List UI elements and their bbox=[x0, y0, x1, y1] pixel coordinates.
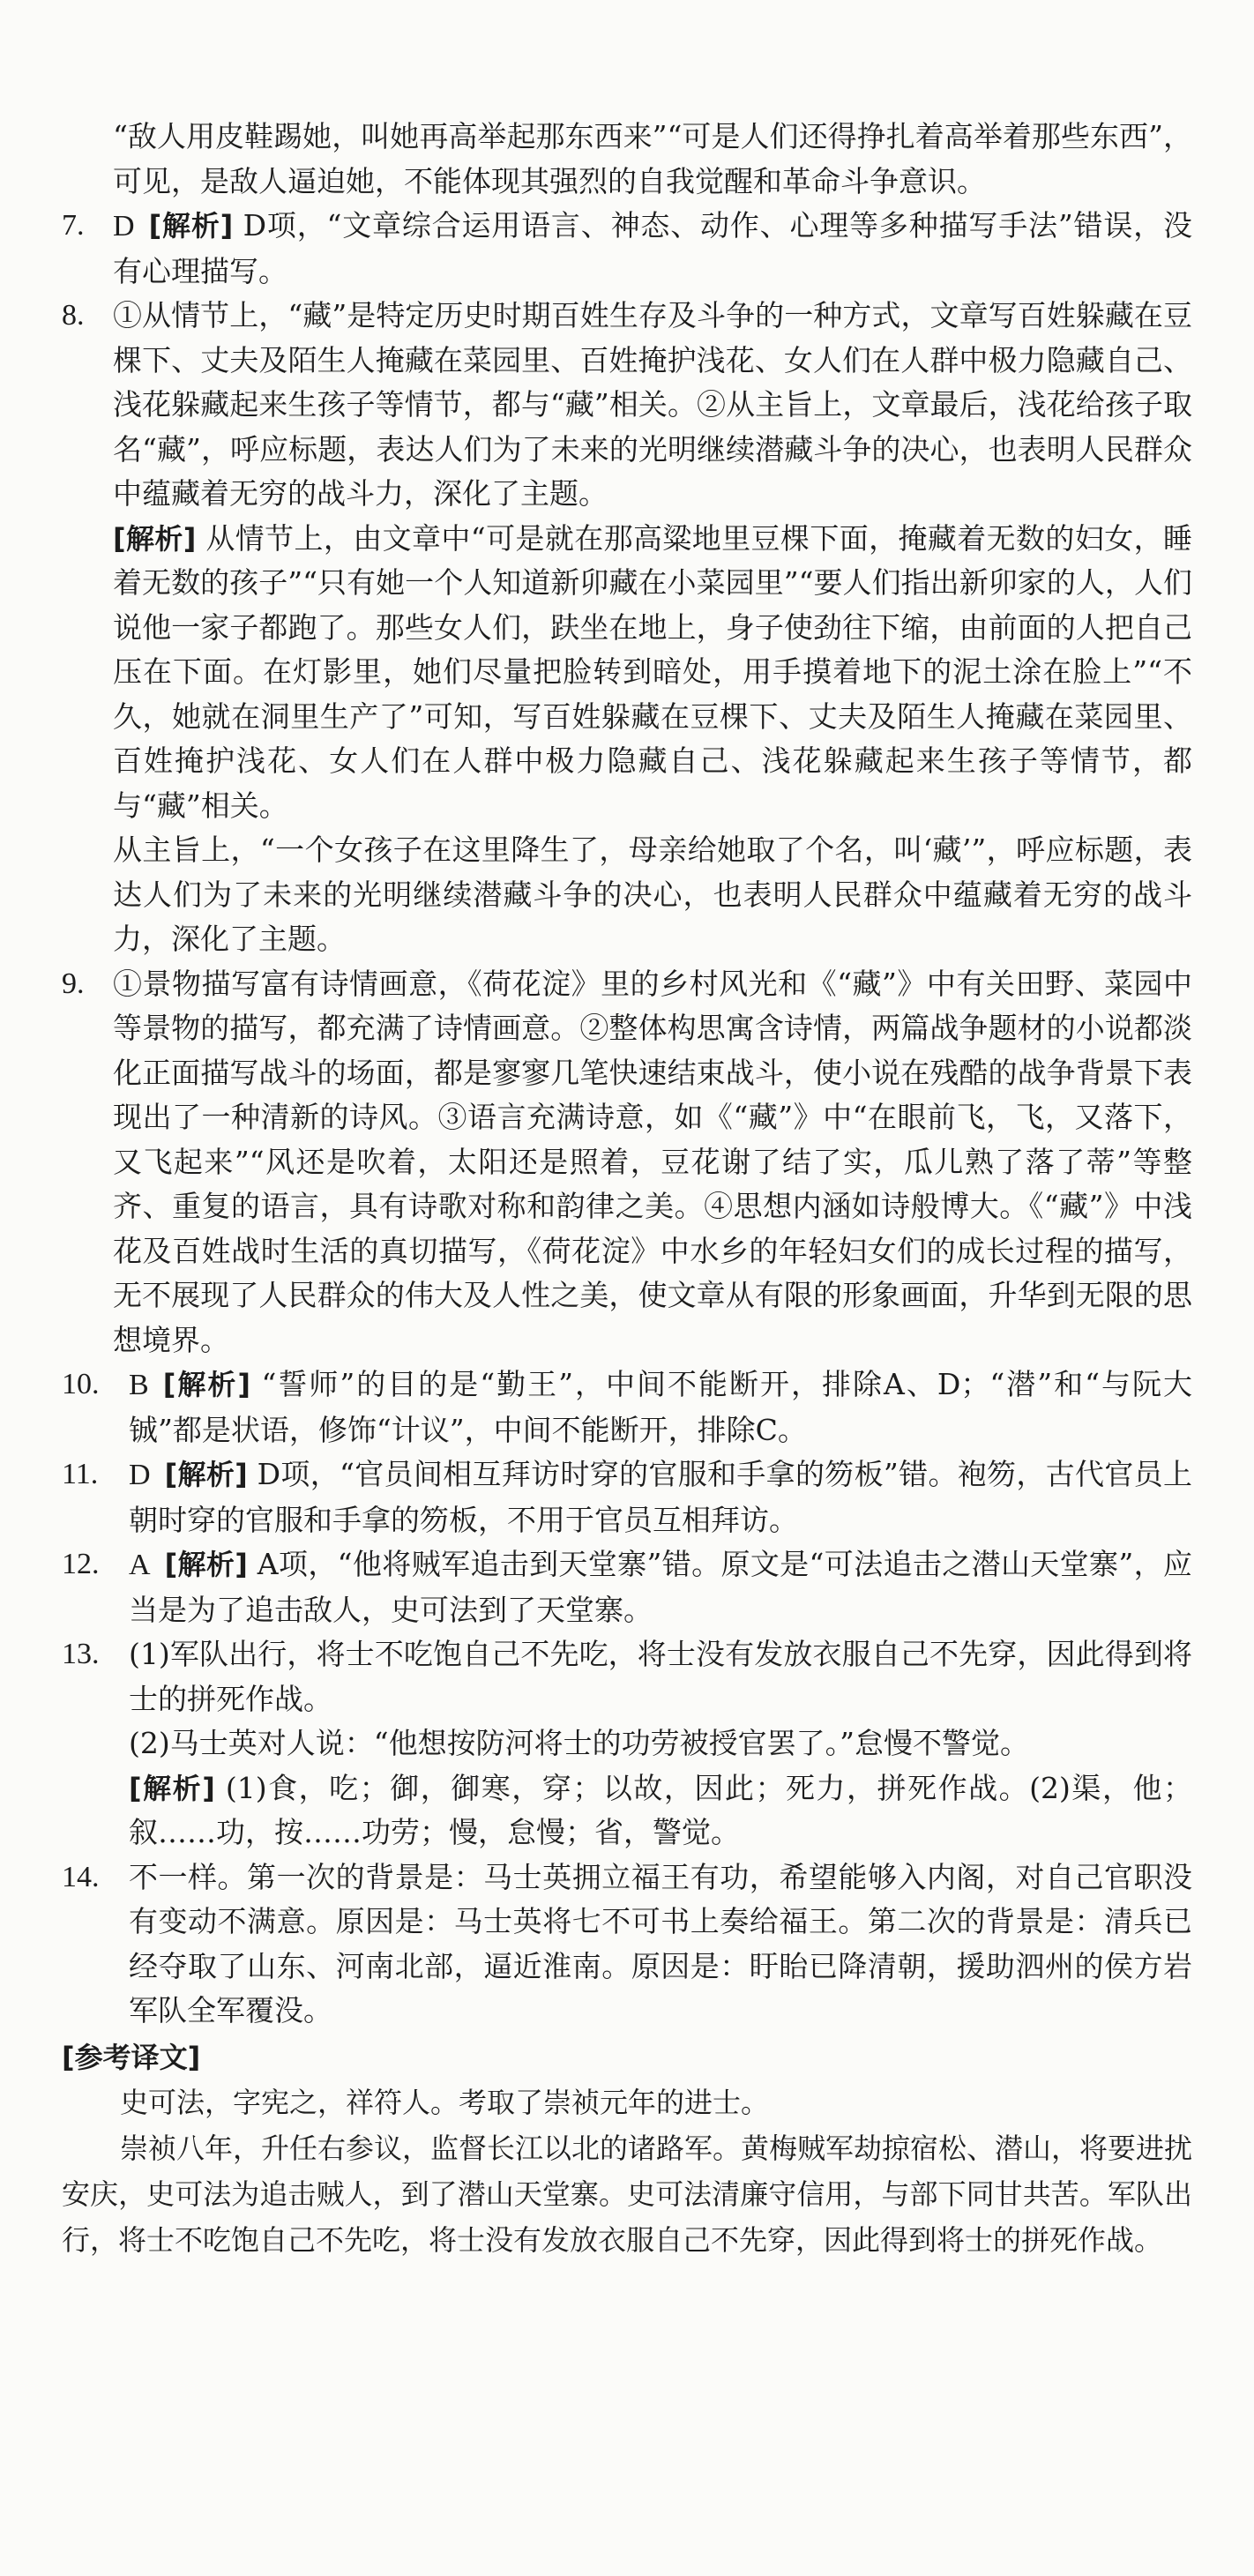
answer-choice: D bbox=[113, 210, 135, 243]
item-number: 14. bbox=[62, 1860, 100, 1893]
analysis-tag: [解析] bbox=[162, 1368, 250, 1401]
answer-item-7 bbox=[62, 204, 1192, 294]
analysis-text: 从情节上，由文章中“可是就在那高粱地里豆棵下面，掩藏着无数的妇女，睡着无数的孩子”“只有她一个人知道新卯藏在小菜园里”“要人们指出新卯家的人，人们说他一家子都跑了。那些女人们，趺坐在地上，身子使劲往下缩，由前面的人把自己压在下面。在灯影里，她们尽量把脸转到暗处，用手摸着地下的泥土涂在脸上”“不久，她就在洞里生产了”可知，写百姓躲藏在豆棵下、丈夫及陌生人掩藏在菜园里、百姓掩护浅花、女人们在人群中极力隐藏自己、浅花躲藏起来生孩子等情节，都与“藏”相关。 bbox=[113, 520, 1192, 823]
item-number: 12. bbox=[62, 1548, 100, 1580]
answer-item-10 bbox=[62, 1363, 1192, 1452]
answer-text: ①景物描写富有诗情画意，《荷花淀》里的乡村风光和《“藏”》中有关田野、菜园中等景物的描写，都充满了诗情画意。②整体构思寓含诗情，两篇战争题材的小说都淡化正面描写战斗的场面，都是寥寥几笔快速结束战斗，使小说在残酷的战争背景下表现出了一种清新的诗风。③语言充满诗意，如《“藏”》中“在眼前飞，飞，又落下，又飞起来”“风还是吹着，太阳还是照着，豆花谢了结了实，瓜儿熟了落了蒂”等整齐、重复的语言，具有诗歌对称和韵律之美。④思想内涵如诗般博大。《“藏”》中浅花及百姓战时生活的真切描写，《荷花淀》中水乡的年轻妇女们的成长过程的描写，无不展现了人民群众的伟大及人性之美，使文章从有限的形象画面，升华到无限的思想境界。 bbox=[113, 966, 1192, 1357]
item-number: 13. bbox=[62, 1638, 100, 1670]
analysis-tag: [解析] bbox=[164, 1458, 248, 1491]
item-number: 9. bbox=[62, 967, 85, 1000]
answer-text: 不一样。第一次的背景是：马士英拥立福王有功，希望能够入内阁，对自己官职没有变动不满意。原因是：马士英将七不可书上奏给福王。第二次的背景是：清兵已经夺取了山东、河南北部，逼近淮南。原因是：盱眙已降清朝，援助泗州的侯方岩军队全军覆没。 bbox=[129, 1859, 1192, 2027]
analysis-text: A项，“他将贼军追击到天堂寨”错。原文是“可法追击之潜山天堂寨”，应当是为了追击敌人，史可法到了天堂寨。 bbox=[129, 1547, 1192, 1627]
answer-item-9 bbox=[62, 962, 1192, 1363]
analysis-text: D项，“官员间相互拜访时穿的官服和手拿的笏板”错。袍笏，古代官员上朝时穿的官服和手拿的笏板，不用于官员互相拜访。 bbox=[129, 1457, 1192, 1537]
answer-choice: B bbox=[129, 1369, 149, 1401]
analysis-tag: [解析] bbox=[164, 1548, 248, 1581]
reference-paragraph-2: 崇祯八年，升任右参议，监督长江以北的诸路军。黄梅贼军劫掠宿松、潜山，将要进扰安庆，史可法为追击贼人，到了潜山天堂寨。史可法清廉守信用，与部下同甘共苦。军队出行，将士不吃饱自己不先吃，将士没有发放衣服自己不先穿，因此得到将士的拼死作战。 bbox=[62, 2132, 1193, 2257]
answer-item-12 bbox=[62, 1542, 1192, 1632]
answer-choice: D bbox=[129, 1459, 151, 1491]
analysis-text: “誓师”的目的是“勤王”，中间不能断开，排除A、D；“潜”和“与阮大铖”都是状语，修饰“计议”，中间不能断开，排除C。 bbox=[129, 1367, 1192, 1447]
item-number: 11. bbox=[62, 1458, 99, 1490]
item-number: 7. bbox=[62, 209, 85, 242]
answer-item-13 bbox=[62, 1632, 1192, 1855]
analysis-tag: [解析] bbox=[113, 521, 197, 556]
reference-translation-heading: [参考译文] bbox=[62, 2040, 201, 2074]
item-number: 10. bbox=[62, 1368, 100, 1400]
answer-item-11 bbox=[62, 1452, 1192, 1542]
item-number: 8. bbox=[62, 299, 85, 332]
reference-paragraph-1: 史可法，字宪之，祥符人。考取了崇祯元年的进士。 bbox=[120, 2086, 770, 2119]
intro-continuation: “敌人用皮鞋踢她，叫她再高举起那东西来”“可是人们还得挣扎着高举着那些东西”，可见，是敌人逼迫她，不能体现其强烈的自我觉醒和革命斗争意识。 bbox=[113, 119, 1192, 198]
analysis-text: D项，“文章综合运用语言、神态、动作、心理等多种描写手法”错误，没有心理描写。 bbox=[113, 208, 1192, 288]
analysis-tag: [解析] bbox=[129, 1771, 215, 1805]
analysis-tag: [解析] bbox=[148, 209, 234, 243]
translation-2: (2)马士英对人说：“他想按防河将士的功劳被授官罢了。”怠慢不警觉。 bbox=[129, 1726, 1029, 1760]
analysis-text-2: 从主旨上，“一个女孩子在这里降生了，母亲给她取了个名，叫‘藏’”，呼应标题，表达人们为了未来的光明继续潜藏斗争的决心，也表明人民群众中蕴藏着无穷的战斗力，深化了主题。 bbox=[113, 833, 1192, 956]
answer-choice: A bbox=[129, 1549, 151, 1581]
translation-1: (1)军队出行，将士不吃饱自己不先吃，将士没有发放衣服自己不先穿，因此得到将士的拼死作战。 bbox=[129, 1637, 1192, 1716]
answer-text: ①从情节上，“藏”是特定历史时期百姓生存及斗争的一种方式，文章写百姓躲藏在豆棵下、丈夫及陌生人掩藏在菜园里、百姓掩护浅花、女人们在人群中极力隐藏自己、浅花躲藏起来生孩子等情节，都与“藏”相关。②从主旨上，文章最后，浅花给孩子取名“藏”，呼应标题，表达人们为了未来的光明继续潜藏斗争的决心，也表明人民群众中蕴藏着无穷的战斗力，深化了主题。 bbox=[113, 298, 1192, 511]
answer-item-8 bbox=[62, 294, 1192, 962]
analysis-text: (1)食，吃；御，御寒，穿；以故，因此；死力，拼死作战。(2)渠，他；叙……功，按……功劳；慢，怠慢；省，警觉。 bbox=[129, 1770, 1192, 1849]
answer-item-14 bbox=[62, 1855, 1192, 2034]
